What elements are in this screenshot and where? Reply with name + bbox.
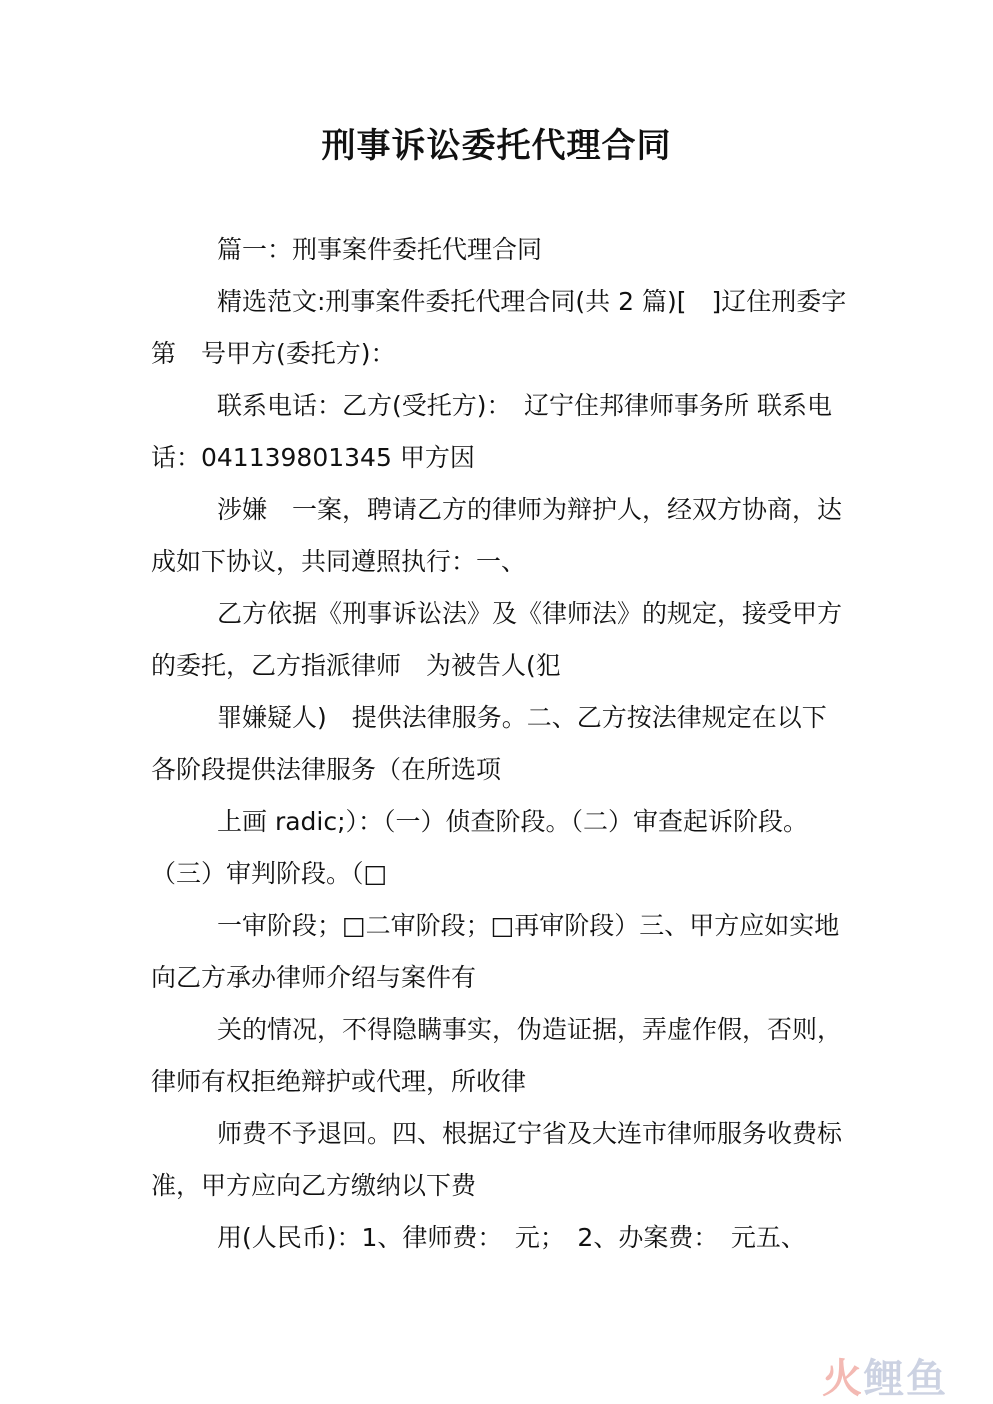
paragraph-10: 师费不予退回。四、根据辽宁省及大连市律师服务收费标准，甲方应向乙方缴纳以下费 xyxy=(151,1119,843,1200)
paragraph-7: 上画 radic;）：（一）侦查阶段。（二）审查起诉阶段。（三）审判阶段。（□ xyxy=(151,807,809,888)
document-body xyxy=(151,224,851,1264)
paragraph-2: 精选范文:刑事案件委托代理合同(共 2 篇)[ ]辽住刑委字第 号甲方(委托方)： xyxy=(151,287,847,368)
paragraph-8: 一审阶段；□二审阶段；□再审阶段）三、甲方应如实地向乙方承办律师介绍与案件有 xyxy=(151,911,840,992)
paragraph-3: 联系电话：乙方(受托方)： 辽宁住邦律师事务所 联系电话：041139801345 甲方因 xyxy=(151,391,832,472)
paragraph-11: 用(人民币)：1、律师费： 元； 2、办案费： 元五、 xyxy=(217,1223,806,1252)
paragraph-6: 罪嫌疑人) 提供法律服务。二、乙方按法律规定在以下各阶段提供法律服务（在所选项 xyxy=(151,703,827,784)
paragraph-1: 篇一：刑事案件委托代理合同 xyxy=(217,235,543,264)
document-title: 刑事诉讼委托代理合同 xyxy=(321,126,672,166)
paragraph-5: 乙方依据《刑事诉讼法》及《律师法》的规定，接受甲方的委托，乙方指派律师 为被告人(犯 xyxy=(151,599,843,680)
paragraph-4: 涉嫌 一案，聘请乙方的律师为辩护人，经双方协商，达成如下协议，共同遵照执行：一、 xyxy=(151,495,843,576)
watermark-logo xyxy=(822,1352,972,1402)
paragraph-9: 关的情况，不得隐瞒事实，伪造证据，弄虚作假，否则，律师有权拒绝辩护或代理，所收律 xyxy=(151,1015,843,1096)
watermark-logo-text: 火鲤鱼 xyxy=(822,1355,948,1402)
